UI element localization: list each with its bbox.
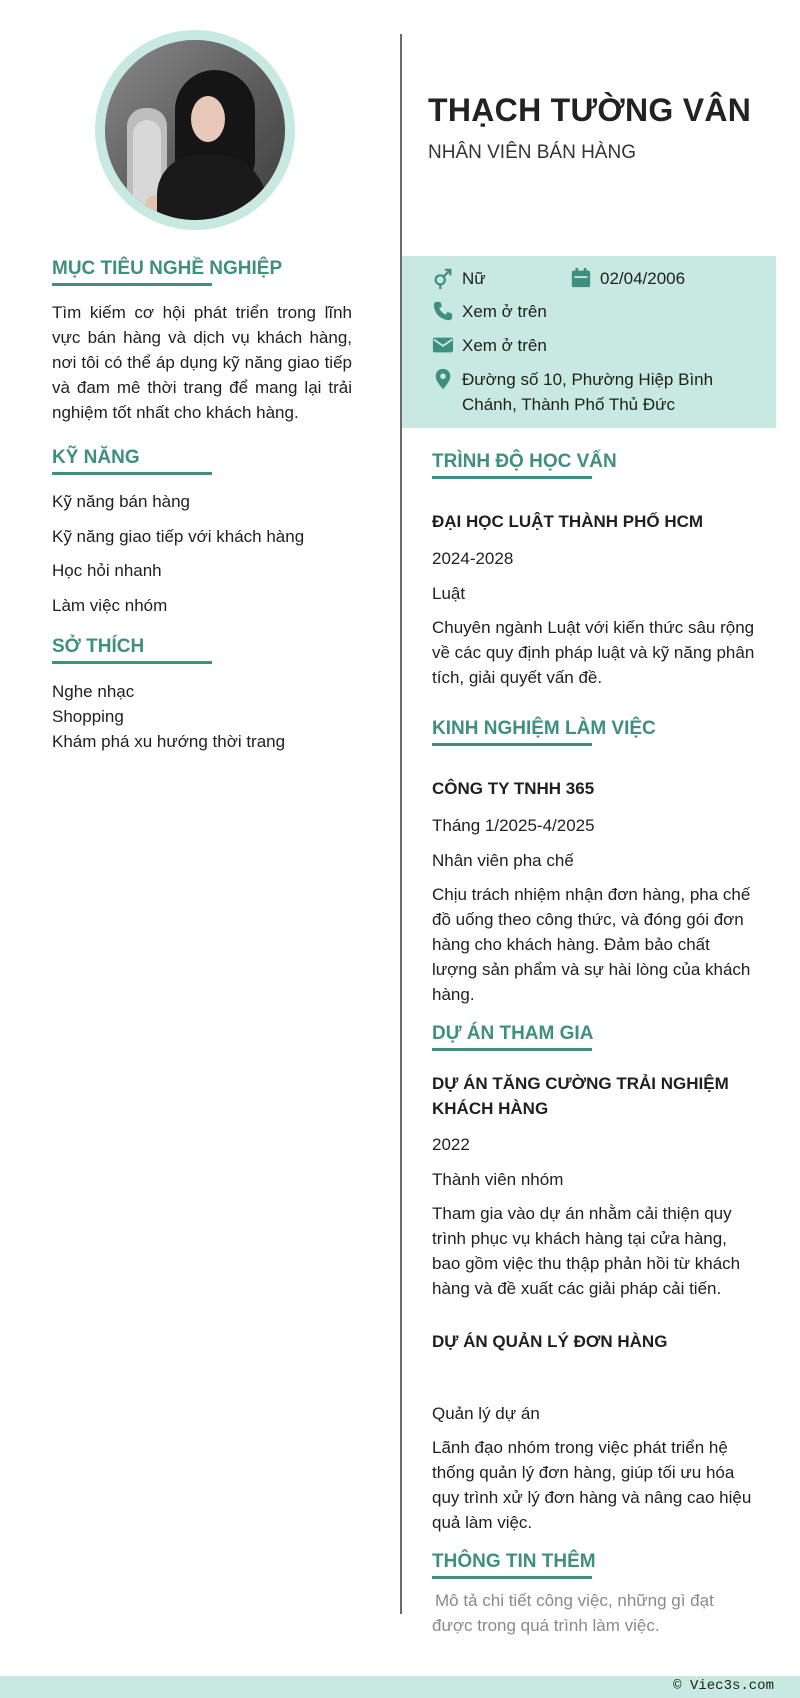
description-line: Lãnh đạo nhóm trong việc phát triển hệ bbox=[432, 1438, 728, 1457]
project-name bbox=[432, 1071, 729, 1121]
location-icon bbox=[432, 368, 454, 390]
objective-line: nơi tôi có thể áp dụng kỹ năng giao tiếp bbox=[52, 353, 352, 372]
education-heading: TRÌNH ĐỘ HỌC VẤN bbox=[432, 451, 617, 472]
experience-heading: KINH NGHIỆM LÀM VIỆC bbox=[432, 718, 656, 739]
description-line: tích, giải quyết vấn đề. bbox=[432, 668, 603, 687]
footer-bar bbox=[0, 1676, 800, 1698]
email-value: Xem ở trên bbox=[462, 336, 547, 355]
skills-underline bbox=[52, 472, 212, 475]
placeholder-line: Mô tả chi tiết công việc, những gì đạt bbox=[435, 1591, 714, 1610]
avatar bbox=[105, 40, 285, 220]
description-line: Tham gia vào dự án nhằm cải thiện quy bbox=[432, 1204, 732, 1223]
experience-underline bbox=[432, 743, 592, 746]
project-year: 2022 bbox=[432, 1135, 470, 1154]
description-line: bao gồm việc thu thập phản hồi từ khách bbox=[432, 1254, 741, 1273]
project-role: Thành viên nhóm bbox=[432, 1170, 564, 1189]
address-line-2: Chánh, Thành Phố Thủ Đức bbox=[462, 395, 675, 414]
project-name: DỰ ÁN QUẢN LÝ ĐƠN HÀNG bbox=[432, 1332, 668, 1351]
phone-value: Xem ở trên bbox=[462, 302, 547, 321]
skill-item: Học hỏi nhanh bbox=[52, 561, 162, 580]
phone-icon bbox=[432, 300, 454, 322]
experience-role: Nhân viên pha chế bbox=[432, 851, 574, 870]
birthday-value: 02/04/2006 bbox=[600, 269, 686, 288]
job-title: NHÂN VIÊN BÁN HÀNG bbox=[428, 142, 636, 163]
objective-line: vực bán hàng và dịch vụ khách hàng, bbox=[52, 328, 352, 347]
hobby-item: Shopping bbox=[52, 707, 124, 726]
additional-heading: THÔNG TIN THÊM bbox=[432, 1551, 596, 1572]
skill-item: Làm việc nhóm bbox=[52, 596, 168, 615]
project-description bbox=[432, 1435, 751, 1535]
description-line: Chuyên ngành Luật với kiến thức sâu rộng bbox=[432, 618, 755, 637]
description-line: hàng và đề xuất các giải pháp cải tiến. bbox=[432, 1279, 722, 1298]
hobby-item: Khám phá xu hướng thời trang bbox=[52, 732, 286, 751]
education-underline bbox=[432, 476, 592, 479]
description-line: đồ uống theo công thức, và đóng gói đơn bbox=[432, 910, 744, 929]
description-line: quả làm việc. bbox=[432, 1513, 533, 1532]
education-period: 2024-2028 bbox=[432, 549, 514, 568]
objective-line: nghiệm tốt nhất cho khách hàng. bbox=[52, 403, 299, 422]
additional-placeholder[interactable] bbox=[432, 1588, 714, 1638]
skill-item: Kỹ năng giao tiếp với khách hàng bbox=[52, 527, 305, 546]
skill-item: Kỹ năng bán hàng bbox=[52, 492, 191, 511]
gender-icon bbox=[432, 268, 454, 290]
gender-value: Nữ bbox=[462, 269, 486, 288]
education-description bbox=[432, 615, 754, 690]
description-line: thống quản lý đơn hàng, giúp tối ưu hóa bbox=[432, 1463, 735, 1482]
experience-period: Tháng 1/2025-4/2025 bbox=[432, 816, 595, 835]
description-line: lượng sản phẩm và sự hài lòng của khách bbox=[432, 960, 751, 979]
description-line: hàng cho khách hàng. Đảm bảo chất bbox=[432, 935, 710, 954]
skills-heading: KỸ NĂNG bbox=[52, 447, 140, 468]
project-name-line: DỰ ÁN TĂNG CƯỜNG TRẢI NGHIỆM bbox=[432, 1074, 729, 1093]
address-line-1: Đường số 10, Phường Hiệp Bình bbox=[462, 370, 714, 389]
description-line: hàng. bbox=[432, 985, 475, 1004]
experience-description bbox=[432, 882, 750, 1007]
hobby-item: Nghe nhạc bbox=[52, 682, 135, 701]
email-icon bbox=[432, 334, 454, 356]
calendar-icon bbox=[570, 267, 592, 289]
objective-underline bbox=[52, 283, 212, 286]
objective-text bbox=[52, 300, 352, 425]
company-name: CÔNG TY TNHH 365 bbox=[432, 779, 595, 798]
contact-box bbox=[402, 256, 776, 428]
description-line: trình phục vụ khách hàng tại cửa hàng, bbox=[432, 1229, 727, 1248]
hobbies-underline bbox=[52, 661, 212, 664]
education-major: Luật bbox=[432, 584, 466, 603]
project-description bbox=[432, 1201, 740, 1301]
school-name: ĐẠI HỌC LUẬT THÀNH PHỐ HCM bbox=[432, 512, 704, 531]
projects-heading: DỰ ÁN THAM GIA bbox=[432, 1023, 594, 1044]
objective-heading: MỤC TIÊU NGHỀ NGHIỆP bbox=[52, 258, 283, 279]
description-line: về các quy định pháp luật và kỹ năng phân bbox=[432, 643, 755, 662]
projects-underline bbox=[432, 1048, 592, 1051]
hobbies-heading: SỞ THÍCH bbox=[52, 636, 145, 657]
project-name-line: KHÁCH HÀNG bbox=[432, 1099, 549, 1118]
project-role: Quản lý dự án bbox=[432, 1404, 540, 1423]
description-line: quy trình xử lý đơn hàng và nâng cao hiệu bbox=[432, 1488, 752, 1507]
candidate-name: THẠCH TƯỜNG VÂN bbox=[428, 92, 752, 128]
description-line: Chịu trách nhiệm nhận đơn hàng, pha chế bbox=[432, 885, 751, 904]
objective-line: Tìm kiếm cơ hội phát triển trong lĩnh bbox=[52, 303, 352, 322]
additional-underline bbox=[432, 1576, 592, 1579]
watermark: © Viec3s.com bbox=[673, 1678, 774, 1694]
placeholder-line: được trong quá trình làm việc. bbox=[432, 1616, 660, 1635]
objective-line: và đam mê thời trang để mang lại trải bbox=[52, 378, 352, 397]
